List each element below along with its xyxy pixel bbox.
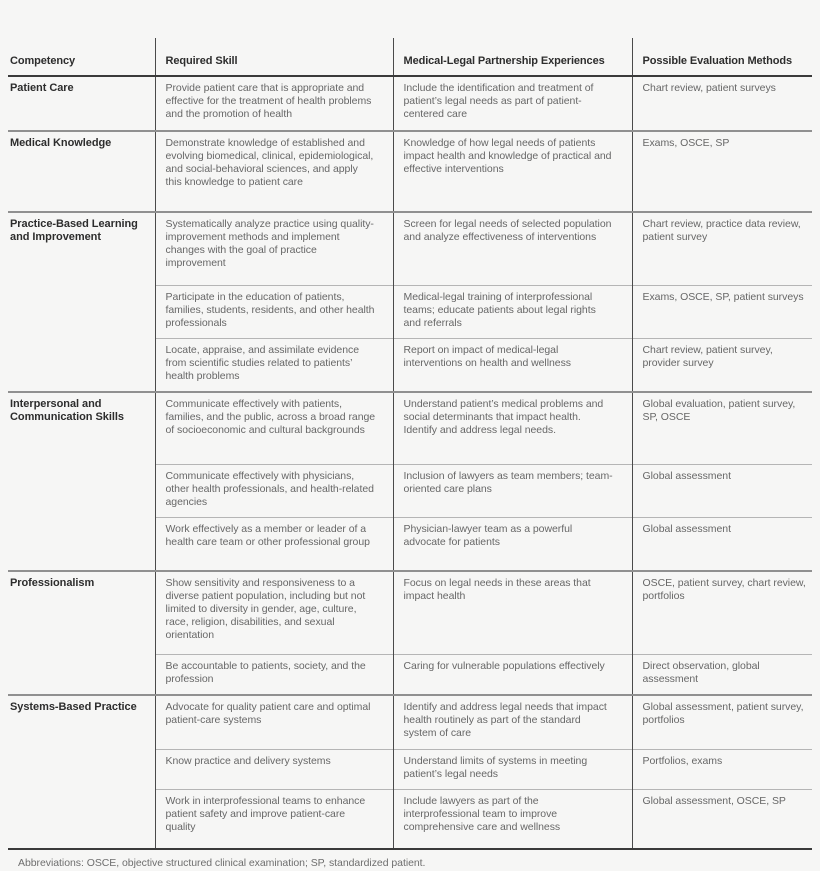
table-header [8,38,812,76]
column-header: Required Skill [155,38,393,76]
skill-cell: Advocate for quality patient care and optimal patient-care systems [155,695,393,749]
evaluation-cell: Global assessment, OSCE, SP [632,789,812,849]
skill-cell: Locate, appraise, and assimilate evidence from scientific studies related to patients’ health problems [155,338,393,392]
header-row [8,38,812,76]
table-row [8,131,812,212]
column-header: Competency [8,38,155,76]
skill-cell: Work effectively as a member or leader of a health care team or other professional group [155,518,393,571]
experience-cell: Report on impact of medical-legal interventions on health and wellness [393,338,632,392]
evaluation-cell: Chart review, practice data review, patient survey [632,212,812,285]
evaluation-cell: Global assessment [632,465,812,518]
table-body [8,76,812,849]
experience-cell: Physician-lawyer team as a powerful advocate for patients [393,518,632,571]
evaluation-cell: Portfolios, exams [632,749,812,789]
column-header: Possible Evaluation Methods [632,38,812,76]
experience-cell: Include the identification and treatment of patient’s legal needs as part of patient-centered care [393,76,632,131]
abbreviations-footnote: Abbreviations: OSCE, objective structured clinical examination; SP, standardized patient. [18,857,426,869]
competency-cell: Interpersonal and Communication Skills [8,392,155,571]
skill-cell: Show sensitivity and responsiveness to a diverse patient population, including but not limited to diversity in gender, age, culture, race, religion, disabilities, and sexual orientation [155,571,393,655]
experience-cell: Inclusion of lawyers as team members; team-oriented care plans [393,465,632,518]
experience-cell: Identify and address legal needs that impact health routinely as part of the standard system of care [393,695,632,749]
evaluation-cell: Chart review, patient survey, provider survey [632,338,812,392]
evaluation-cell: Global assessment [632,518,812,571]
experience-cell: Medical-legal training of interprofessional teams; educate patients about legal rights and referrals [393,285,632,338]
experience-cell: Understand patient’s medical problems and social determinants that impact health. Identify and address legal needs. [393,392,632,465]
experience-cell: Focus on legal needs in these areas that impact health [393,571,632,655]
competency-cell: Systems-Based Practice [8,695,155,849]
skill-cell: Provide patient care that is appropriate and effective for the treatment of health problems and the promotion of health [155,76,393,131]
evaluation-cell: Exams, OSCE, SP, patient surveys [632,285,812,338]
table-row [8,695,812,749]
evaluation-cell: Chart review, patient surveys [632,76,812,131]
skill-cell: Participate in the education of patients, families, students, residents, and other health professionals [155,285,393,338]
skill-cell: Communicate effectively with patients, families, and the public, across a broad range of socioeconomic and cultural backgrounds [155,392,393,465]
experience-cell: Caring for vulnerable populations effectively [393,655,632,696]
experience-cell: Screen for legal needs of selected population and analyze effectiveness of interventions [393,212,632,285]
evaluation-cell: Exams, OSCE, SP [632,131,812,212]
experience-cell: Knowledge of how legal needs of patients impact health and knowledge of practical and effective interventions [393,131,632,212]
competency-cell: Medical Knowledge [8,131,155,212]
experience-cell: Understand limits of systems in meeting patient’s legal needs [393,749,632,789]
competency-table [8,38,812,850]
skill-cell: Communicate effectively with physicians, other health professionals, and health-related agencies [155,465,393,518]
skill-cell: Be accountable to patients, society, and the profession [155,655,393,696]
table-row [8,571,812,655]
skill-cell: Systematically analyze practice using quality-improvement methods and implement changes with the goal of practice improvement [155,212,393,285]
experience-cell: Include lawyers as part of the interprofessional team to improve comprehensive care and wellness [393,789,632,849]
competency-cell: Professionalism [8,571,155,696]
skill-cell: Demonstrate knowledge of established and evolving biomedical, clinical, epidemiological, and social-behavioral sciences, and apply this knowledge to patient care [155,131,393,212]
competency-cell: Patient Care [10,82,74,94]
table-row [8,392,812,465]
skill-cell: Work in interprofessional teams to enhance patient safety and improve patient-care quality [155,789,393,849]
column-header: Medical-Legal Partnership Experiences [393,38,632,76]
competency-cell: Practice-Based Learning and Improvement [8,212,155,392]
evaluation-cell: Global assessment, patient survey, portfolios [632,695,812,749]
table-row [8,76,812,131]
evaluation-cell: Global evaluation, patient survey, SP, OSCE [632,392,812,465]
evaluation-cell: OSCE, patient survey, chart review, portfolios [632,571,812,655]
evaluation-cell: Direct observation, global assessment [632,655,812,696]
table-row [8,212,812,285]
skill-cell: Know practice and delivery systems [155,749,393,789]
